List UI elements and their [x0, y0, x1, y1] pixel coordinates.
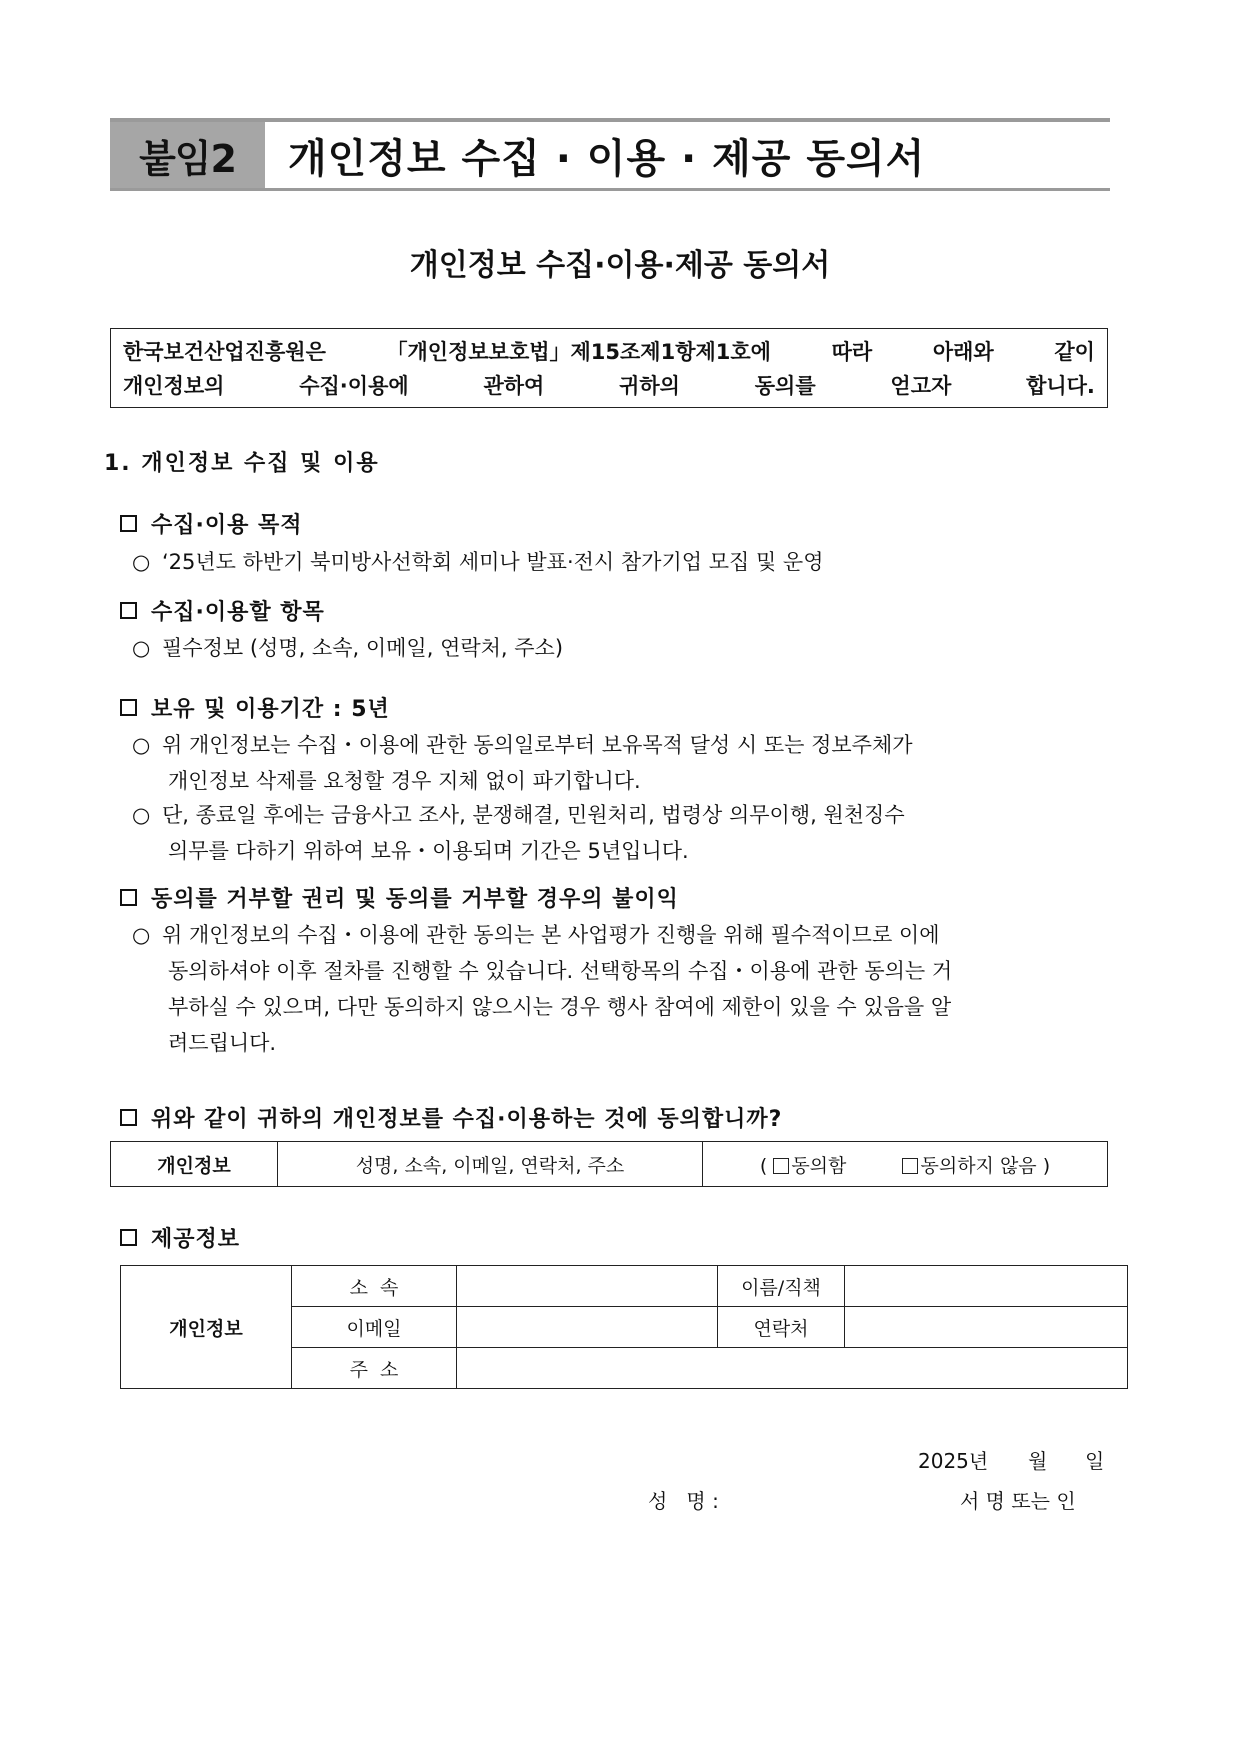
intro-word: 따라: [831, 340, 873, 364]
disagree-label: 동의하지 않음: [920, 1154, 1037, 1177]
phone-field[interactable]: [845, 1307, 1128, 1348]
header-title: 개인정보 수집 · 이용 · 제공 동의서: [288, 135, 926, 182]
provided-heading: [120, 1222, 240, 1253]
refusal-heading: [120, 882, 679, 913]
consent-label: 개인정보: [111, 1142, 278, 1187]
intro-line-1: [123, 335, 1095, 369]
square-bullet-icon: [120, 602, 137, 619]
provided-label: 개인정보: [121, 1266, 292, 1389]
affiliation-field[interactable]: [457, 1266, 718, 1307]
name-title-label: 이름/직책: [718, 1266, 845, 1307]
square-bullet-icon: [120, 1229, 137, 1246]
refusal-bullet: [132, 917, 952, 1061]
purpose-text: ‘25년도 하반기 북미방사선학회 세미나 발표·전시 참가기업 모집 및 운영: [162, 550, 824, 574]
purpose-heading: [120, 508, 303, 539]
purpose-bullet: [132, 544, 823, 580]
refusal-line2: 동의하셔야 이후 절차를 진행할 수 있습니다. 선택항목의 수집・이용에 관한 동의는 거: [168, 959, 953, 983]
intro-word: 관하여: [483, 374, 545, 398]
affiliation-label: 소 속: [292, 1266, 457, 1307]
intro-word: 한국보건산업진흥원은: [123, 340, 326, 364]
intro-word: 동의를: [754, 374, 816, 398]
intro-word: 같이: [1054, 340, 1095, 364]
items-heading: [120, 595, 325, 626]
intro-word: 아래와: [932, 340, 994, 364]
consent-choice-cell: [703, 1142, 1108, 1187]
square-bullet-icon: [120, 1109, 137, 1126]
circle-bullet-icon: ○: [132, 803, 151, 827]
intro-line-2: [123, 369, 1095, 403]
intro-word: 수집·이용에: [299, 374, 409, 398]
intro-word: 합니다.: [1026, 374, 1095, 398]
refusal-line3: 부하실 수 있으며, 다만 동의하지 않으시는 경우 행사 참여에 제한이 있을 수 있음을 알: [168, 995, 952, 1019]
consent-question-text: 위와 같이 귀하의 개인정보를 수집·이용하는 것에 동의합니까?: [151, 1107, 783, 1132]
circle-bullet-icon: ○: [132, 636, 151, 660]
section-1-heading: 1. 개인정보 수집 및 이용: [104, 451, 380, 476]
email-field[interactable]: [457, 1307, 718, 1348]
items-heading-text: 수집·이용할 항목: [151, 600, 325, 625]
provided-heading-text: 제공정보: [151, 1227, 241, 1252]
header-bottom-rule: [110, 188, 1110, 191]
date-year: 2025년: [918, 1449, 989, 1473]
name-title-field[interactable]: [845, 1266, 1128, 1307]
square-bullet-icon: [120, 515, 137, 532]
retention-b2-line1: 단, 종료일 후에는 금융사고 조사, 분쟁해결, 민원처리, 법령상 의무이행, 원천징수: [162, 803, 905, 827]
paren-close: ): [1042, 1154, 1051, 1177]
refusal-heading-text: 동의를 거부할 권리 및 동의를 거부할 경우의 불이익: [151, 887, 679, 912]
intro-word: 귀하의: [619, 374, 680, 398]
retention-b1-line2: 개인정보 삭제를 요청할 경우 지체 없이 파기합니다.: [168, 769, 641, 793]
retention-b2-line2: 의무를 다하기 위하여 보유・이용되며 기간은 5년입니다.: [168, 839, 689, 863]
circle-bullet-icon: ○: [132, 923, 151, 947]
refusal-line1: 위 개인정보의 수집・이용에 관한 동의는 본 사업평가 진행을 위해 필수적이므로 이에: [162, 923, 940, 947]
date-day: 일: [1085, 1449, 1105, 1473]
consent-table: [110, 1141, 1108, 1187]
circle-bullet-icon: ○: [132, 733, 151, 757]
intro-word: 개인정보의: [123, 374, 225, 398]
retention-b1-line1: 위 개인정보는 수집・이용에 관한 동의일로부터 보유목적 달성 시 또는 정보주체가: [162, 733, 913, 757]
phone-label: 연락처: [718, 1307, 845, 1348]
consent-question: [120, 1102, 782, 1133]
items-text: 필수정보 (성명, 소속, 이메일, 연락처, 주소): [162, 636, 564, 660]
attachment-tag: 붙임2: [110, 122, 265, 188]
circle-bullet-icon: ○: [132, 550, 151, 574]
refusal-line4: 려드립니다.: [168, 1031, 277, 1055]
email-label: 이메일: [292, 1307, 457, 1348]
consent-items: 성명, 소속, 이메일, 연락처, 주소: [278, 1142, 703, 1187]
retention-bullet-2: [132, 797, 905, 869]
purpose-heading-text: 수집·이용 목적: [151, 513, 303, 538]
agree-checkbox[interactable]: [773, 1158, 789, 1174]
address-field[interactable]: [457, 1348, 1128, 1389]
square-bullet-icon: [120, 699, 137, 716]
square-bullet-icon: [120, 889, 137, 906]
date-month: 월: [1028, 1449, 1048, 1473]
name-label: 성 명 :: [648, 1489, 719, 1513]
disagree-checkbox[interactable]: [902, 1158, 918, 1174]
signature-label: 서 명 또는 인: [960, 1489, 1076, 1513]
provided-info-table: [120, 1265, 1128, 1389]
paren-open: (: [759, 1154, 768, 1177]
intro-word: 「개인정보보호법」제15조제1항제1호에: [386, 340, 771, 364]
intro-word: 얻고자: [890, 374, 952, 398]
retention-bullet-1: [132, 727, 913, 799]
retention-heading: [120, 692, 390, 723]
intro-box: [110, 328, 1108, 408]
address-label: 주 소: [292, 1348, 457, 1389]
document-title: 개인정보 수집·이용·제공 동의서: [409, 248, 831, 283]
items-bullet: [132, 630, 563, 666]
agree-label: 동의함: [791, 1154, 847, 1177]
retention-heading-text: 보유 및 이용기간 : 5년: [151, 697, 390, 722]
